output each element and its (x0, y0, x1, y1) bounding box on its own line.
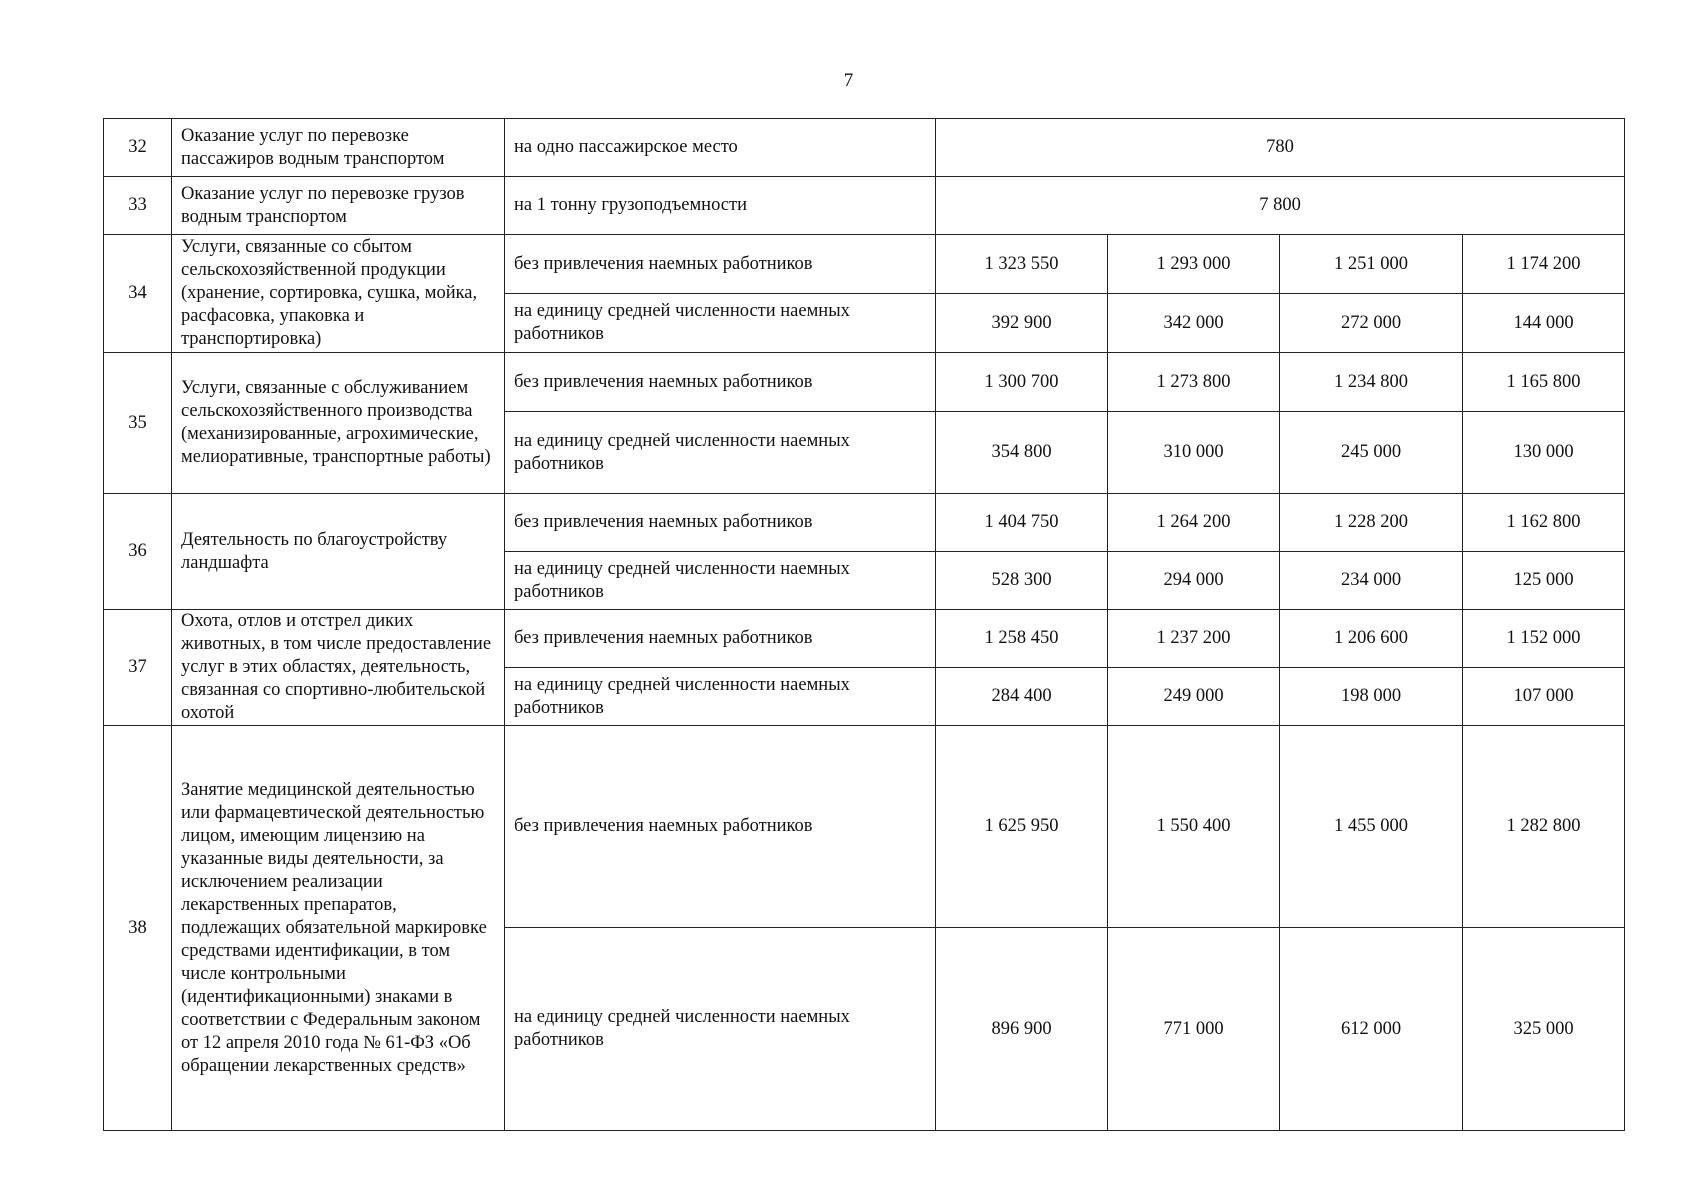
value-cell: 245 000 (1280, 412, 1463, 494)
value-cell: 1 152 000 (1463, 610, 1625, 668)
row-number: 34 (104, 235, 172, 353)
value-cell: 1 404 750 (936, 494, 1108, 552)
indicator-condition: без привлечения наемных работников (505, 353, 936, 412)
value-cell: 234 000 (1280, 552, 1463, 610)
value-cell: 1 162 800 (1463, 494, 1625, 552)
value-cell: 249 000 (1108, 668, 1280, 726)
table-row (104, 235, 1625, 294)
value-cell: 1 234 800 (1280, 353, 1463, 412)
value-cell: 1 625 950 (936, 726, 1108, 928)
activity-name: Охота, отлов и отстрел диких животных, в том числе предоставление услуг в этих областях, деятельность, связанная со спортивно-любительской охотой (172, 610, 505, 726)
table-row (104, 610, 1625, 668)
value-cell: 107 000 (1463, 668, 1625, 726)
indicator-condition: на одно пассажирское место (505, 119, 936, 177)
indicator-condition: без привлечения наемных работников (505, 235, 936, 294)
value-cell: 272 000 (1280, 294, 1463, 353)
value-cell: 284 400 (936, 668, 1108, 726)
value-cell: 771 000 (1108, 928, 1280, 1131)
value-cell: 896 900 (936, 928, 1108, 1131)
row-number: 38 (104, 726, 172, 1131)
value-cell: 354 800 (936, 412, 1108, 494)
value-cell: 1 455 000 (1280, 726, 1463, 928)
indicator-condition: без привлечения наемных работников (505, 494, 936, 552)
value-cell: 294 000 (1108, 552, 1280, 610)
value-cell: 1 237 200 (1108, 610, 1280, 668)
value-cell: 1 165 800 (1463, 353, 1625, 412)
value-cell: 130 000 (1463, 412, 1625, 494)
value-cell: 1 323 550 (936, 235, 1108, 294)
value-cell: 1 206 600 (1280, 610, 1463, 668)
value-cell: 1 550 400 (1108, 726, 1280, 928)
value-cell: 392 900 (936, 294, 1108, 353)
row-number: 35 (104, 353, 172, 494)
row-number: 33 (104, 177, 172, 235)
merged-value-cell: 780 (936, 119, 1625, 177)
table-row (104, 353, 1625, 412)
table-row (104, 177, 1625, 235)
indicator-condition: без привлечения наемных работников (505, 726, 936, 928)
indicator-condition: на 1 тонну грузоподъемности (505, 177, 936, 235)
row-number: 37 (104, 610, 172, 726)
activity-name: Занятие медицинской деятельностью или фармацевтической деятельностью лицом, имеющим лицензию на указанные виды деятельности, за исключением реализации лекарственных препаратов, подлежащих обязательной маркировке средствами идентификации, в том числе контрольными (идентификационными) знаками в соответствии с Федеральным законом от 12 апреля 2010 года № 61-ФЗ «Об обращении лекарственных средств» (172, 726, 505, 1131)
indicator-condition: на единицу средней численности наемных работников (505, 294, 936, 353)
row-number: 32 (104, 119, 172, 177)
indicator-condition: без привлечения наемных работников (505, 610, 936, 668)
value-cell: 125 000 (1463, 552, 1625, 610)
value-cell: 325 000 (1463, 928, 1625, 1131)
activity-name: Оказание услуг по перевозке пассажиров водным транспортом (172, 119, 505, 177)
value-cell: 310 000 (1108, 412, 1280, 494)
value-cell: 1 300 700 (936, 353, 1108, 412)
value-cell: 1 264 200 (1108, 494, 1280, 552)
tax-potential-income-table (103, 118, 1625, 1131)
value-cell: 528 300 (936, 552, 1108, 610)
merged-value-cell: 7 800 (936, 177, 1625, 235)
indicator-condition: на единицу средней численности наемных работников (505, 928, 936, 1131)
table-row (104, 726, 1625, 928)
value-cell: 1 174 200 (1463, 235, 1625, 294)
page-number: 7 (843, 70, 854, 91)
table-row (104, 119, 1625, 177)
value-cell: 1 228 200 (1280, 494, 1463, 552)
row-number: 36 (104, 494, 172, 610)
value-cell: 1 251 000 (1280, 235, 1463, 294)
activity-name: Деятельность по благоустройству ландшафта (172, 494, 505, 610)
value-cell: 144 000 (1463, 294, 1625, 353)
value-cell: 198 000 (1280, 668, 1463, 726)
activity-name: Оказание услуг по перевозке грузов водным транспортом (172, 177, 505, 235)
activity-name: Услуги, связанные со сбытом сельскохозяйственной продукции (хранение, сортировка, сушка, мойка, расфасовка, упаковка и транспортировка) (172, 235, 505, 353)
value-cell: 1 293 000 (1108, 235, 1280, 294)
value-cell: 1 273 800 (1108, 353, 1280, 412)
value-cell: 1 282 800 (1463, 726, 1625, 928)
indicator-condition: на единицу средней численности наемных работников (505, 552, 936, 610)
activity-name: Услуги, связанные с обслуживанием сельскохозяйственного производства (механизированные, агрохимические, мелиоративные, транспортные работы) (172, 353, 505, 494)
indicator-condition: на единицу средней численности наемных работников (505, 412, 936, 494)
value-cell: 612 000 (1280, 928, 1463, 1131)
value-cell: 342 000 (1108, 294, 1280, 353)
indicator-condition: на единицу средней численности наемных работников (505, 668, 936, 726)
table-row (104, 494, 1625, 552)
value-cell: 1 258 450 (936, 610, 1108, 668)
